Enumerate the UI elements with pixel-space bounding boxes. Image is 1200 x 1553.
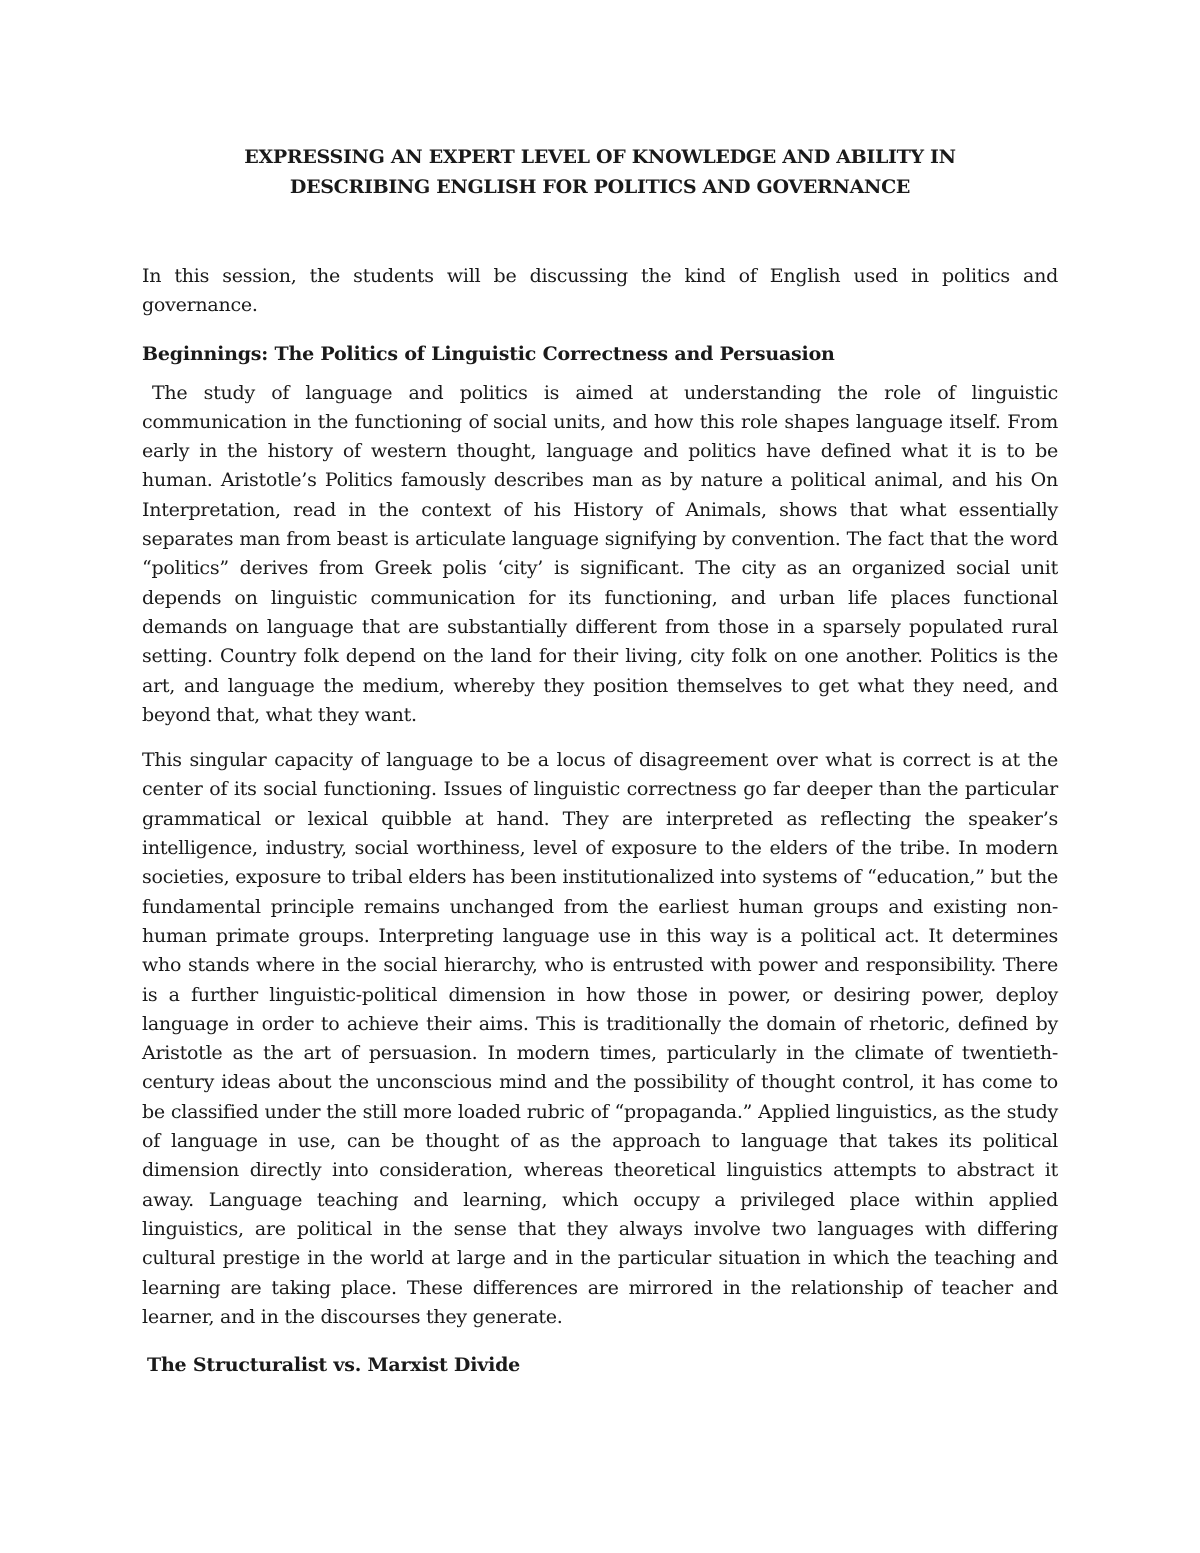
title-line-1: EXPRESSING AN EXPERT LEVEL OF KNOWLEDGE AND ABILITY IN xyxy=(244,146,956,168)
page-title xyxy=(142,142,1058,202)
body-paragraph-2: This singular capacity of language to be a locus of disagreement over what is correct is at the center of its social functioning. Issues of linguistic correctness go far deeper than the particular grammatical or lexical quibble at hand. They are interpreted as reflecting the speaker’s intelligence, industry, social worthiness, level of exposure to the elders of the tribe. In modern societies, exposure to tribal elders has been institutionalized into systems of “education,” but the fundamental principle remains unchanged from the earliest human groups and existing non-human primate groups. Interpreting language use in this way is a political act. It determines who stands where in the social hierarchy, who is entrusted with power and responsibility. There is a further linguistic-political dimension in how those in power, or desiring power, deploy language in order to achieve their aims. This is traditionally the domain of rhetoric, defined by Aristotle as the art of persuasion. In modern times, particularly in the climate of twentieth-century ideas about the unconscious mind and the possibility of thought control, it has come to be classified under the still more loaded rubric of “propaganda.” Applied linguistics, as the study of language in use, can be thought of as the approach to language that takes its political dimension directly into consideration, whereas theoretical linguistics attempts to abstract it away. Language teaching and learning, which occupy a privileged place within applied linguistics, are political in the sense that they always involve two languages with differing cultural prestige in the world at large and in the particular situation in which the teaching and learning are taking place. These differences are mirrored in the relationship of teacher and learner, and in the discourses they generate. xyxy=(142,749,1058,1328)
title-line-2: DESCRIBING ENGLISH FOR POLITICS AND GOVERNANCE xyxy=(289,176,911,198)
document-page xyxy=(142,142,1058,1390)
section-heading-beginnings: Beginnings: The Politics of Linguistic Correctness and Persuasion xyxy=(142,342,835,365)
body-paragraph-1: The study of language and politics is aimed at understanding the role of linguistic communication in the functioning of social units, and how this role shapes language itself. From early in the history of western thought, language and politics have defined what it is to be human. Aristotle’s Politics famously describes man as by nature a political animal, and his On Interpretation, read in the context of his History of Animals, shows that what essentially separates man from beast is articulate language signifying by convention. The fact that the word “politics” derives from Greek polis ‘city’ is significant. The city as an organized social unit depends on linguistic communication for its functioning, and urban life places functional demands on language that are substantially different from those in a sparsely populated rural setting. Country folk depend on the land for their living, city folk on one another. Politics is the art, and language the medium, whereby they position themselves to get what they need, and beyond that, what they want. xyxy=(142,381,1058,726)
intro-paragraph: In this session, the students will be discussing the kind of English used in politics and governance. xyxy=(142,265,1058,317)
section-heading-structuralist: The Structuralist vs. Marxist Divide xyxy=(147,1354,521,1377)
